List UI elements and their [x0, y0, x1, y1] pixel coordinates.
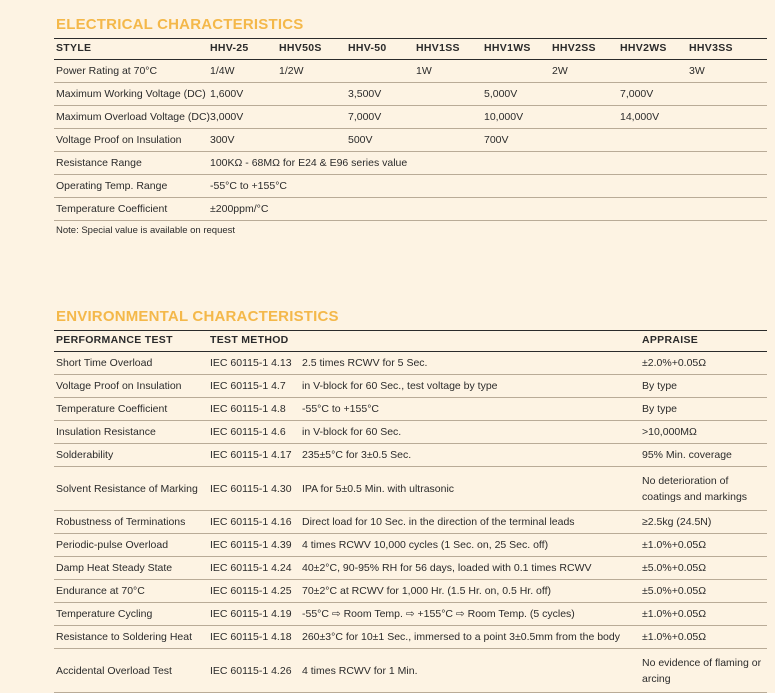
- environmental-section-title: ENVIRONMENTAL CHARACTERISTICS: [56, 308, 339, 325]
- performance-test-cell: Voltage Proof on Insulation: [56, 380, 182, 392]
- header-test-method: TEST METHOD: [210, 334, 289, 346]
- table-cell: 10,000V: [484, 111, 524, 123]
- appraise-cell: ±2.0%+0.05Ω: [642, 357, 707, 369]
- test-method-cell: in V-block for 60 Sec., test voltage by type: [302, 380, 498, 392]
- electrical-header-cell: HHV3SS: [689, 42, 733, 54]
- row-label: Power Rating at 70°C: [56, 65, 158, 77]
- table-row: [54, 557, 767, 580]
- performance-test-cell: Temperature Coefficient: [56, 403, 168, 415]
- environmental-table: [54, 330, 767, 693]
- test-method-cell: IPA for 5±0.5 Min. with ultrasonic: [302, 482, 455, 495]
- electrical-table: [54, 38, 767, 221]
- appraise-cell: No deterioration of coatings and markings: [642, 474, 748, 503]
- header-performance-test: PERFORMANCE TEST: [56, 334, 173, 346]
- appraise-cell: 95% Min. coverage: [642, 449, 732, 461]
- table-row: [54, 444, 767, 467]
- performance-test-cell: Damp Heat Steady State: [56, 562, 173, 574]
- performance-test-cell: Periodic-pulse Overload: [56, 539, 169, 551]
- test-method-cell: in V-block for 60 Sec.: [302, 426, 402, 438]
- table-cell: 3,500V: [348, 88, 382, 100]
- table-row: [54, 467, 767, 511]
- appraise-cell: >10,000MΩ: [642, 426, 697, 438]
- performance-test-cell: Solderability: [56, 449, 114, 461]
- test-method-cell: Direct load for 10 Sec. in the direction of the terminal leads: [302, 516, 575, 528]
- table-cell: -55°C to +155°C: [210, 180, 287, 192]
- electrical-header-cell: HHV50S: [279, 42, 322, 54]
- test-method-cell: -55°C to +155°C: [302, 403, 379, 415]
- iec-clause-cell: IEC 60115-1 4.26: [210, 664, 292, 677]
- electrical-note: Note: Special value is available on request: [56, 225, 236, 236]
- performance-test-cell: Short Time Overload: [56, 357, 153, 369]
- performance-test-cell: Accidental Overload Test: [56, 664, 172, 677]
- iec-clause-cell: IEC 60115-1 4.25: [210, 585, 292, 597]
- table-row: [54, 352, 767, 375]
- table-row: [54, 580, 767, 603]
- table-cell: 1W: [416, 65, 432, 77]
- table-cell: 300V: [210, 134, 235, 146]
- test-method-cell: 4 times RCWV 10,000 cycles (1 Sec. on, 25 Sec. off): [302, 539, 549, 551]
- row-label: Operating Temp. Range: [56, 180, 168, 192]
- performance-test-cell: Solvent Resistance of Marking: [56, 482, 198, 495]
- table-row: [54, 375, 767, 398]
- table-row: [54, 603, 767, 626]
- table-row: [54, 511, 767, 534]
- appraise-cell: ±1.0%+0.05Ω: [642, 608, 707, 620]
- table-row: [54, 649, 767, 693]
- row-label: Maximum Working Voltage (DC): [56, 88, 206, 100]
- table-cell: 1/4W: [210, 65, 235, 77]
- table-cell: 1/2W: [279, 65, 304, 77]
- header-appraise: APPRAISE: [642, 334, 699, 346]
- table-cell: 3,000V: [210, 111, 244, 123]
- electrical-header-cell: STYLE: [56, 42, 92, 54]
- table-cell: 700V: [484, 134, 509, 146]
- appraise-cell: By type: [642, 403, 678, 415]
- iec-clause-cell: IEC 60115-1 4.13: [210, 357, 292, 369]
- appraise-cell: ±1.0%+0.05Ω: [642, 539, 707, 551]
- iec-clause-cell: IEC 60115-1 4.18: [210, 631, 292, 643]
- electrical-header-cell: HHV2WS: [620, 42, 667, 54]
- electrical-header-cell: HHV1WS: [484, 42, 531, 54]
- appraise-cell: By type: [642, 380, 678, 392]
- performance-test-cell: Temperature Cycling: [56, 608, 153, 620]
- table-cell: 1,600V: [210, 88, 244, 100]
- test-method-cell: -55°C ⇨ Room Temp. ⇨ +155°C ⇨ Room Temp. (5 cycles): [302, 608, 575, 620]
- table-cell: ±200ppm/°C: [210, 203, 269, 215]
- iec-clause-cell: IEC 60115-1 4.6: [210, 426, 286, 438]
- performance-test-cell: Insulation Resistance: [56, 426, 156, 438]
- test-method-cell: 40±2°C, 90-95% RH for 56 days, loaded with 0.1 times RCWV: [302, 562, 592, 574]
- performance-test-cell: Resistance to Soldering Heat: [56, 631, 192, 643]
- table-row: [54, 626, 767, 649]
- table-row: [54, 106, 767, 129]
- table-cell: 7,000V: [620, 88, 654, 100]
- performance-test-cell: Endurance at 70°C: [56, 585, 145, 597]
- table-row: [54, 129, 767, 152]
- table-cell: 14,000V: [620, 111, 660, 123]
- table-row: [54, 534, 767, 557]
- table-cell: 7,000V: [348, 111, 382, 123]
- appraise-cell: ≥2.5kg (24.5N): [642, 516, 712, 528]
- electrical-header-row: [54, 38, 767, 60]
- iec-clause-cell: IEC 60115-1 4.24: [210, 562, 292, 574]
- table-row: [54, 398, 767, 421]
- table-row: [54, 421, 767, 444]
- appraise-cell: ±1.0%+0.05Ω: [642, 631, 707, 643]
- table-cell: 500V: [348, 134, 373, 146]
- table-cell: 2W: [552, 65, 568, 77]
- iec-clause-cell: IEC 60115-1 4.30: [210, 482, 292, 495]
- iec-clause-cell: IEC 60115-1 4.19: [210, 608, 292, 620]
- appraise-cell: ±5.0%+0.05Ω: [642, 562, 707, 574]
- iec-clause-cell: IEC 60115-1 4.39: [210, 539, 292, 551]
- row-label: Resistance Range: [56, 157, 142, 169]
- electrical-header-cell: HHV2SS: [552, 42, 596, 54]
- table-cell: 100KΩ - 68MΩ for E24 & E96 series value: [210, 157, 408, 169]
- table-row: [54, 83, 767, 106]
- test-method-cell: 235±5°C for 3±0.5 Sec.: [302, 449, 412, 461]
- test-method-cell: 4 times RCWV for 1 Min.: [302, 664, 418, 677]
- appraise-cell: No evidence of flaming or arcing: [642, 656, 762, 685]
- row-label: Voltage Proof on Insulation: [56, 134, 182, 146]
- test-method-cell: 2.5 times RCWV for 5 Sec.: [302, 357, 428, 369]
- performance-test-cell: Robustness of Terminations: [56, 516, 186, 528]
- row-label: Temperature Coefficient: [56, 203, 168, 215]
- iec-clause-cell: IEC 60115-1 4.7: [210, 380, 286, 392]
- table-row: [54, 60, 767, 83]
- test-method-cell: 70±2°C at RCWV for 1,000 Hr. (1.5 Hr. on, 0.5 Hr. off): [302, 585, 552, 597]
- table-row: [54, 152, 767, 175]
- electrical-header-cell: HHV-50: [348, 42, 387, 54]
- row-label: Maximum Overload Voltage (DC): [56, 111, 211, 123]
- test-method-cell: 260±3°C for 10±1 Sec., immersed to a point 3±0.5mm from the body: [302, 631, 620, 643]
- iec-clause-cell: IEC 60115-1 4.17: [210, 449, 292, 461]
- table-row: [54, 175, 767, 198]
- electrical-header-cell: HHV-25: [210, 42, 249, 54]
- table-cell: 5,000V: [484, 88, 518, 100]
- table-cell: 3W: [689, 65, 705, 77]
- environmental-header-row: [54, 330, 767, 352]
- electrical-section-title: ELECTRICAL CHARACTERISTICS: [56, 16, 304, 33]
- iec-clause-cell: IEC 60115-1 4.16: [210, 516, 292, 528]
- iec-clause-cell: IEC 60115-1 4.8: [210, 403, 286, 415]
- appraise-cell: ±5.0%+0.05Ω: [642, 585, 707, 597]
- table-row: [54, 198, 767, 221]
- electrical-header-cell: HHV1SS: [416, 42, 460, 54]
